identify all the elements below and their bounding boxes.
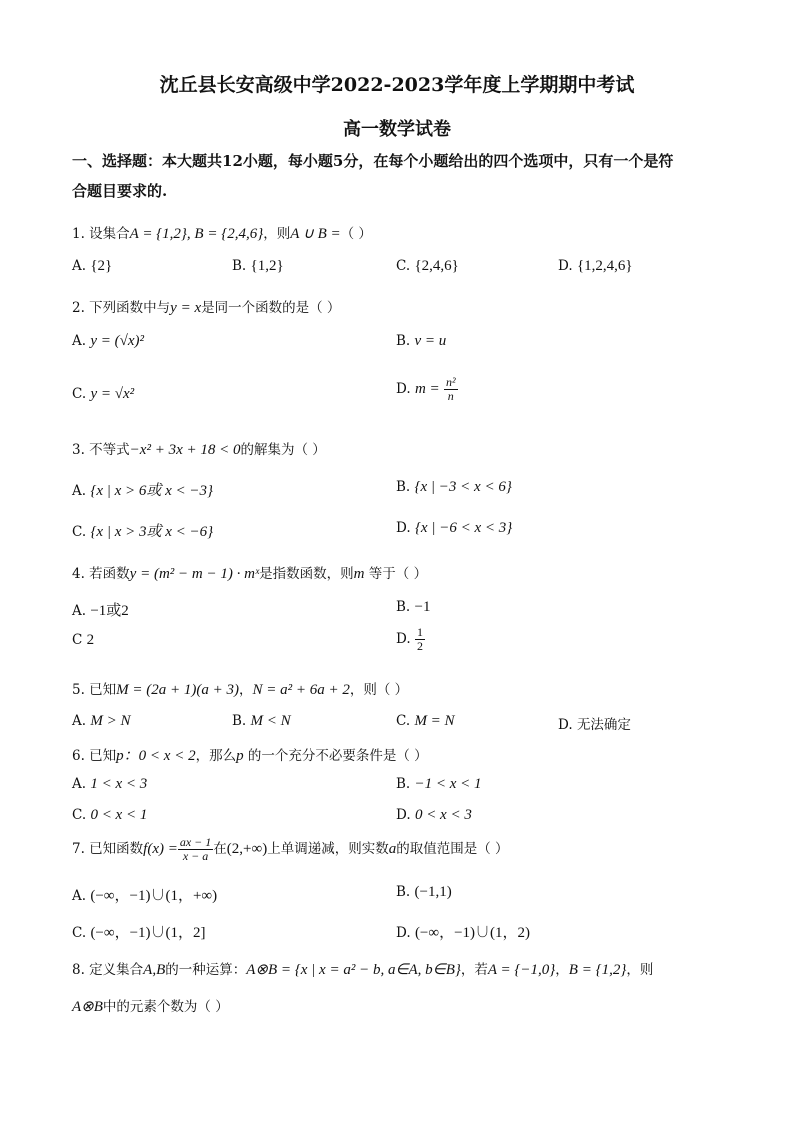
question-5: 5. 已知M = (2a + 1)(a + 3)，N = a² + 6a + 2，则（ ） [72, 682, 409, 698]
q1-option-d[interactable]: D. {1,2,4,6} [558, 258, 633, 274]
q4-option-d[interactable]: D. $\frac{1}{2}$ [396, 625, 423, 653]
q4-d-fraction: $\frac{1}{2}$ [416, 625, 423, 653]
q6-option-a[interactable]: A. 1 < x < 3 [72, 776, 148, 792]
q4-option-c[interactable]: C 2 [72, 632, 95, 648]
question-7: 7. 已知函数f(x) = $\frac{ax - 1}{x - a}$ 在(2,+∞)上单调递减，则实数a的取值范围是（ ） [72, 835, 509, 863]
q7-option-a[interactable]: A. (−∞，−1)∪(1，+∞) [72, 888, 218, 904]
q7-option-b[interactable]: B. (−1,1) [396, 884, 452, 900]
section-line-1: 一、选择题：本大题共12小题，每小题5分，在每个小题给出的四个选项中，只有一个是符 [72, 152, 674, 170]
q1-stem-post: （ ） [340, 226, 372, 242]
q6-option-d[interactable]: D. 0 < x < 3 [396, 807, 472, 823]
question-2: 2. 下列函数中与y = x是同一个函数的是（ ） [72, 300, 341, 316]
exam-subtitle: 高一数学试卷 [343, 119, 451, 140]
q1-stem-mid: ，则 [263, 226, 291, 242]
question-8: 8. 定义集合A,B的一种运算：A⊗B = {x | x = a² − b, a∈A, b∈B}，若A = {−1,0}，B = {1,2}，则 [72, 962, 654, 978]
q3-option-c[interactable]: C. {x | x > 3或 x < −6} [72, 524, 214, 540]
q5-option-d[interactable]: D. 无法确定 [558, 717, 631, 733]
q4-option-a[interactable]: A. −1或2 [72, 603, 129, 619]
question-6: 6. 已知p：0 < x < 2，那么p 的一个充分不必要条件是（ ） [72, 748, 428, 764]
q1-stem-math: A = {1,2}, B = {2,4,6} [129, 226, 264, 242]
q7-option-d[interactable]: D. (−∞，−1)∪(1，2) [396, 925, 531, 941]
q3-option-b[interactable]: B. {x | −3 < x < 6} [396, 479, 512, 495]
question-3: 3. 不等式−x² + 3x + 18 < 0的解集为（ ） [72, 442, 326, 458]
exam-title: 沈丘县长安高级中学2022-2023学年度上学期期中考试 [159, 74, 635, 96]
q2-option-d[interactable]: D. m = $\frac{\text{n²}}{n}$ [396, 375, 456, 403]
q2-option-b[interactable]: B. v = u [396, 333, 447, 349]
q1-stem-math2: A ∪ B = [290, 226, 341, 242]
q7-fraction: $\frac{ax - 1}{x - a}$ [179, 835, 212, 863]
q5-option-c[interactable]: C. M = N [396, 713, 455, 729]
question-4: 4. 若函数y = (m² − m − 1) · mˣ是指数函数，则m 等于（ ） [72, 566, 428, 582]
q5-option-b[interactable]: B. M < N [232, 713, 291, 729]
q6-option-c[interactable]: C. 0 < x < 1 [72, 807, 148, 823]
section-line-2: 合题目要求的. [72, 182, 168, 200]
section-instructions [72, 146, 722, 206]
q2-option-a[interactable]: A. y = (√x)² [72, 333, 145, 349]
q1-option-c[interactable]: C. {2,4,6} [396, 258, 459, 274]
question-8-line-2: A⊗B中的元素个数为（ ） [72, 999, 229, 1015]
q2-option-c[interactable]: C. y = √x² [72, 386, 135, 402]
q3-option-d[interactable]: D. {x | −6 < x < 3} [396, 520, 513, 536]
q1-option-a[interactable]: A. {2} [72, 258, 113, 274]
question-1 [72, 222, 732, 243]
q3-option-a[interactable]: A. {x | x > 6或 x < −3} [72, 483, 214, 499]
q1-stem-pre: 1. 设集合 [72, 226, 130, 242]
q4-option-b[interactable]: B. −1 [396, 599, 431, 615]
q5-option-a[interactable]: A. M > N [72, 713, 131, 729]
q2-d-fraction: $\frac{\text{n²}}{n}$ [445, 375, 456, 403]
q7-option-c[interactable]: C. (−∞，−1)∪(1，2] [72, 925, 206, 941]
q1-option-b[interactable]: B. {1,2} [232, 258, 284, 274]
q6-option-b[interactable]: B. −1 < x < 1 [396, 776, 482, 792]
